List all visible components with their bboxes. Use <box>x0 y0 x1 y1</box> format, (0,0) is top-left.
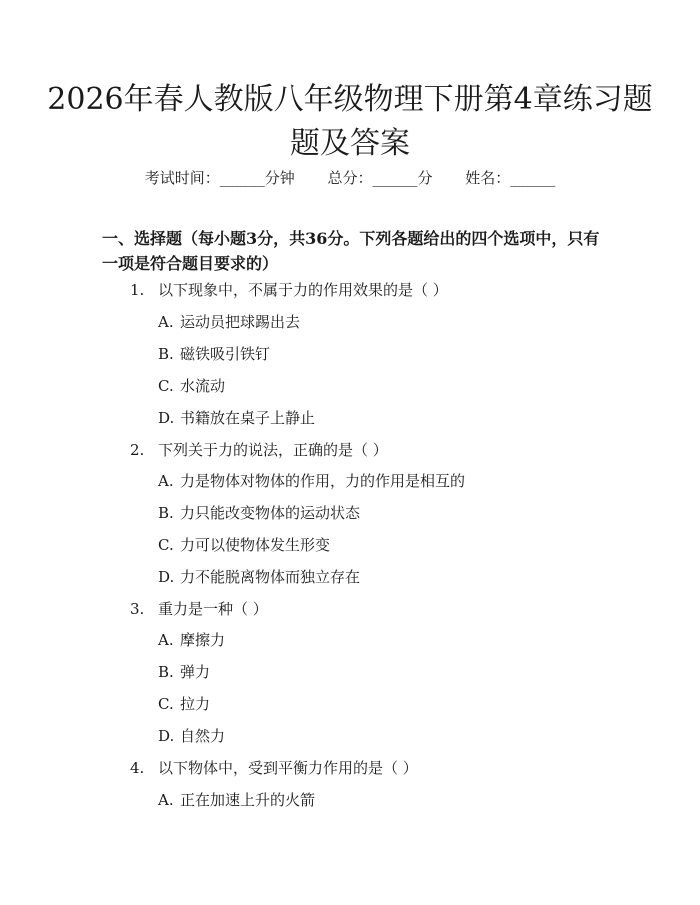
question-4 <box>130 758 418 778</box>
option-text: 摩擦力 <box>180 631 226 649</box>
option-text: 自然力 <box>180 727 226 745</box>
exam-time-field: 考试时间：______分钟 <box>144 169 295 187</box>
option-text: 书籍放在桌子上静止 <box>180 409 316 427</box>
option-label: C. <box>158 536 174 554</box>
question-1-option-b <box>158 344 270 364</box>
option-label: D. <box>158 409 175 427</box>
option-label: A. <box>158 631 174 649</box>
option-label: D. <box>158 568 175 586</box>
option-text: 力是物体对物体的作用，力的作用是相互的 <box>180 472 466 490</box>
question-3-option-b <box>158 662 210 682</box>
option-label: A. <box>158 472 174 490</box>
question-1-option-c <box>158 376 225 396</box>
question-1-option-d <box>158 408 315 428</box>
question-3-option-a <box>158 630 225 650</box>
question-number: 2. <box>130 441 145 459</box>
question-2-option-b <box>158 503 360 523</box>
exam-info-line <box>0 168 700 188</box>
option-text: 弹力 <box>180 663 211 681</box>
option-text: 力不能脱离物体而独立存在 <box>180 568 361 586</box>
student-name-field: 姓名：______ <box>465 169 556 187</box>
question-3-option-d <box>158 726 225 746</box>
option-label: C. <box>158 377 174 395</box>
question-2-option-a <box>158 471 465 491</box>
document-title: 2026年春人教版八年级物理下册第4章练习题题及答案 <box>47 82 653 161</box>
option-text: 力可以使物体发生形变 <box>180 536 331 554</box>
question-number: 4. <box>130 759 145 777</box>
question-text: 重力是一种（ ） <box>158 600 268 618</box>
option-text: 正在加速上升的火箭 <box>180 791 316 809</box>
question-1 <box>130 280 448 300</box>
option-text: 运动员把球踢出去 <box>180 313 301 331</box>
question-2-option-d <box>158 567 360 587</box>
question-2 <box>130 440 388 460</box>
option-text: 水流动 <box>180 377 226 395</box>
option-label: C. <box>158 695 174 713</box>
section-heading: 一、选择题（每小题3分，共36分。下列各题给出的四个选项中，只有一项是符合题目要求的） <box>102 229 600 273</box>
option-label: A. <box>158 313 174 331</box>
option-label: A. <box>158 791 174 809</box>
option-text: 拉力 <box>180 695 211 713</box>
question-text: 下列关于力的说法，正确的是（ ） <box>158 441 388 459</box>
option-label: B. <box>158 345 174 363</box>
question-3-option-c <box>158 694 210 714</box>
option-text: 力只能改变物体的运动状态 <box>180 504 361 522</box>
question-2-option-c <box>158 535 330 555</box>
question-text: 以下现象中，不属于力的作用效果的是（ ） <box>158 281 448 299</box>
question-text: 以下物体中，受到平衡力作用的是（ ） <box>158 759 418 777</box>
option-label: B. <box>158 504 174 522</box>
option-text: 磁铁吸引铁钉 <box>180 345 271 363</box>
total-score-field: 总分：______分 <box>327 169 433 187</box>
option-label: B. <box>158 663 174 681</box>
question-number: 1. <box>130 281 145 299</box>
option-label: D. <box>158 727 175 745</box>
question-4-option-a <box>158 790 315 810</box>
question-3 <box>130 599 268 619</box>
question-1-option-a <box>158 312 300 332</box>
question-number: 3. <box>130 600 145 618</box>
